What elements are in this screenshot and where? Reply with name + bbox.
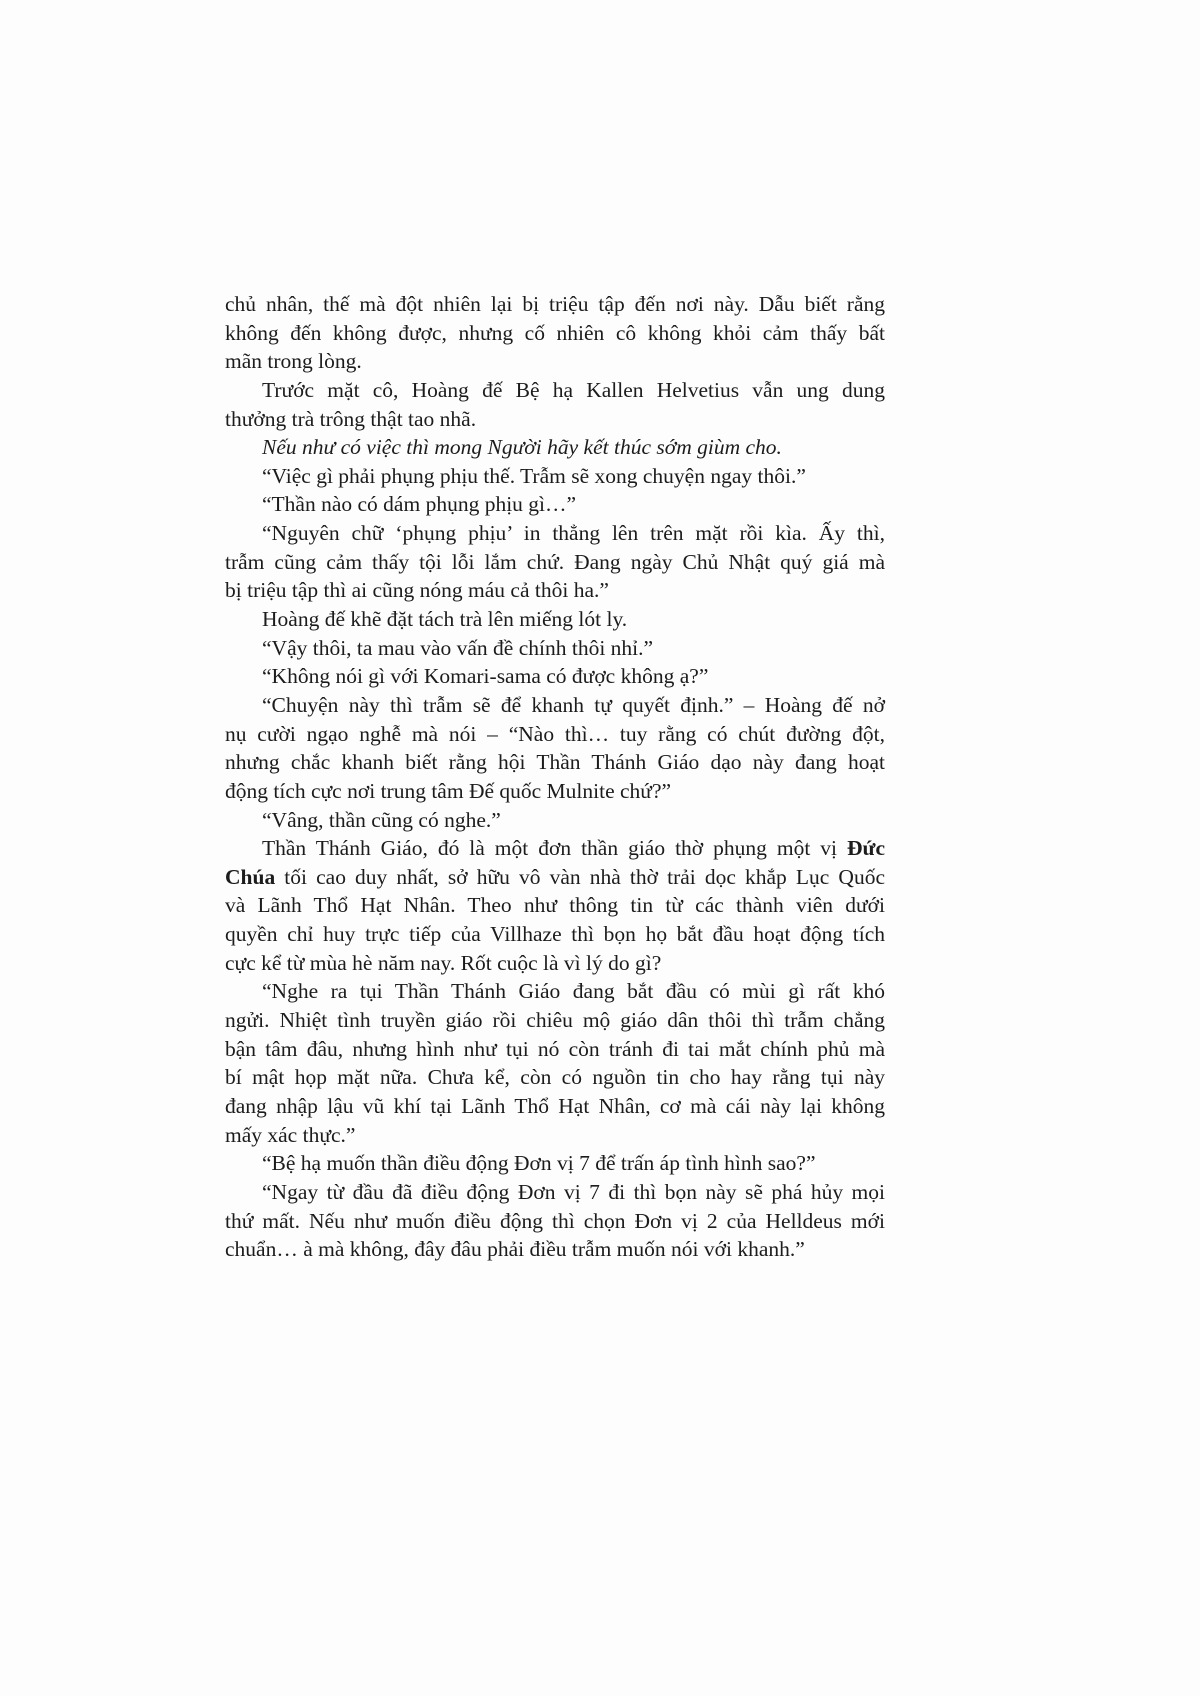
- bold-term: Chúa: [225, 864, 276, 889]
- paragraph: [225, 519, 885, 605]
- paragraph: [225, 605, 885, 634]
- text-line: ngửi. Nhiệt tình truyền giáo rồi chiêu mộ giáo dân thôi thì trẫm chẳng: [225, 1008, 885, 1033]
- text-line: Nếu như có việc thì mong Người hãy kết thúc sớm giùm cho.: [262, 435, 782, 460]
- text-line: “Chuyện này thì trẫm sẽ để khanh tự quyết định.” – Hoàng đế nở: [262, 692, 885, 717]
- paragraph: [225, 462, 885, 491]
- text-line: [225, 834, 885, 863]
- text-line: “Thần nào có dám phụng phịu gì…”: [262, 492, 577, 517]
- text-line: “Nguyên chữ ‘phụng phịu’ in thẳng lên trên mặt rồi kìa. Ấy thì,: [262, 521, 885, 546]
- paragraph: [225, 806, 885, 835]
- text-line: Trước mặt cô, Hoàng đế Bệ hạ Kallen Helvetius vẫn ung dung: [262, 377, 885, 402]
- paragraph: [225, 691, 885, 806]
- paragraph: [225, 834, 885, 977]
- bold-term: Đức: [847, 836, 885, 861]
- text-line: chủ nhân, thế mà đột nhiên lại bị triệu tập đến nơi này. Dẫu biết rằng: [225, 292, 885, 316]
- text-line: đang nhập lậu vũ khí tại Lãnh Thổ Hạt Nhân, cơ mà cái này lại không: [225, 1093, 885, 1118]
- text-line: thứ mất. Nếu như muốn điều động thì chọn Đơn vị 2 của Helldeus mới: [225, 1208, 885, 1233]
- text-line: nụ cười ngạo nghễ mà nói – “Nào thì… tuy rằng có chút đường đột,: [225, 721, 885, 746]
- text-line: “Nghe ra tụi Thần Thánh Giáo đang bắt đầu có mùi gì rất khó: [262, 979, 885, 1004]
- paragraph: [225, 1149, 885, 1178]
- text-line: “Vâng, thần cũng có nghe.”: [262, 807, 501, 832]
- paragraph: [225, 490, 885, 519]
- text-line: không đến không được, nhưng cố nhiên cô không khỏi cảm thấy bất: [225, 320, 885, 345]
- page-body-text: [225, 290, 885, 1264]
- text-line: bận tâm đâu, nhưng hình như tụi nó còn tránh đi tai mắt chính phủ mà: [225, 1036, 885, 1061]
- text-line: chuẩn… à mà không, đây đâu phải điều trẫm muốn nói với khanh.”: [225, 1237, 805, 1262]
- paragraph: [225, 662, 885, 691]
- text-line: quyền chỉ huy trực tiếp của Villhaze thì bọn họ bắt đầu hoạt động tích: [225, 922, 885, 947]
- text-line: nhưng chắc khanh biết rằng hội Thần Thánh Giáo dạo này đang hoạt: [225, 750, 885, 775]
- text-line: cực kể từ mùa hè năm nay. Rốt cuộc là vì lý do gì?: [225, 950, 662, 975]
- text-line: “Bệ hạ muốn thần điều động Đơn vị 7 để trấn áp tình hình sao?”: [262, 1151, 816, 1176]
- paragraph: [225, 634, 885, 663]
- text-segment: Thần Thánh Giáo, đó là một đơn thần giáo thờ phụng một vị: [262, 836, 848, 861]
- text-line: động tích cực nơi trung tâm Đế quốc Mulnite chứ?”: [225, 778, 672, 803]
- paragraph: [225, 977, 885, 1149]
- italic-paragraph: [225, 433, 885, 462]
- text-line: và Lãnh Thổ Hạt Nhân. Theo như thông tin từ các thành viên dưới: [225, 893, 885, 918]
- text-line: mãn trong lòng.: [225, 349, 362, 374]
- text-segment: tối cao duy nhất, sở hữu vô vàn nhà thờ trải dọc khắp Lục Quốc: [275, 864, 885, 889]
- text-line: trẫm cũng cảm thấy tội lỗi lắm chứ. Đang ngày Chủ Nhật quý giá mà: [225, 549, 885, 574]
- text-line: “Vậy thôi, ta mau vào vấn đề chính thôi nhỉ.”: [262, 635, 654, 660]
- text-line: Hoàng đế khẽ đặt tách trà lên miếng lót ly.: [262, 607, 628, 632]
- text-line: “Ngay từ đầu đã điều động Đơn vị 7 đi thì bọn này sẽ phá hủy mọi: [262, 1179, 885, 1204]
- paragraph: [225, 376, 885, 433]
- text-line: mấy xác thực.”: [225, 1122, 356, 1147]
- paragraph: [225, 290, 885, 376]
- text-line: [225, 863, 885, 892]
- text-line: “Không nói gì với Komari-sama có được không ạ?”: [262, 664, 709, 689]
- text-line: “Việc gì phải phụng phịu thế. Trẫm sẽ xong chuyện ngay thôi.”: [262, 463, 806, 488]
- text-line: bí mật họp mặt nữa. Chưa kể, còn có nguồn tin cho hay rằng tụi này: [225, 1065, 885, 1090]
- text-line: thưởng trà trông thật tao nhã.: [225, 406, 477, 431]
- paragraph: [225, 1178, 885, 1264]
- text-line: bị triệu tập thì ai cũng nóng máu cả thôi ha.”: [225, 578, 609, 603]
